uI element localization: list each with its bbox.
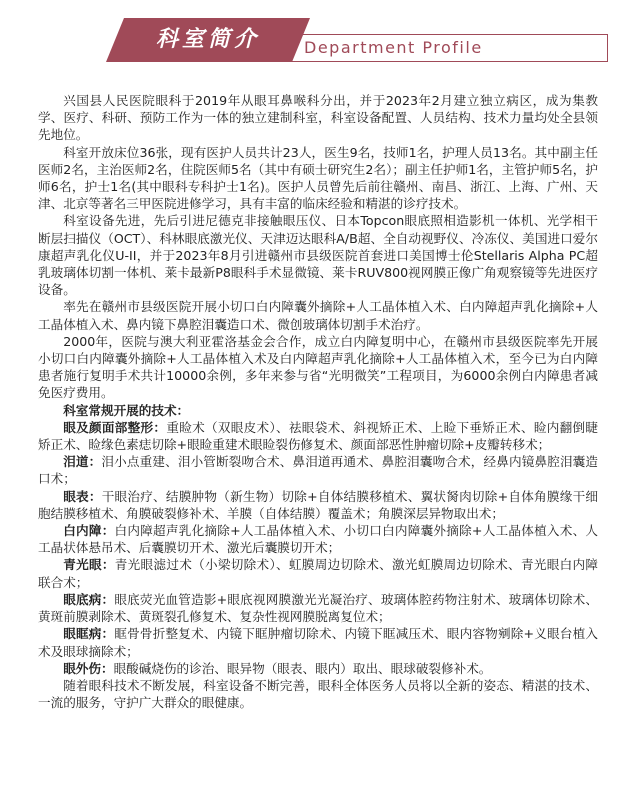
tech-item-orbit — [38, 625, 598, 659]
tech-item-plastic — [38, 419, 598, 453]
tech-item-text: 眼底荧光血管造影+眼底视网膜激光光凝治疗、玻璃体腔药物注射术、玻璃体切除术、黄斑前膜剥除术、黄斑裂孔修复术、复杂性视网膜脱离复位术； — [38, 591, 598, 625]
tech-item-label: 白内障： — [63, 523, 115, 539]
tech-item-text: 青光眼滤过术（小梁切除术）、虹膜周边切除术、激光虹膜周边切除术、青光眼白内障联合术； — [38, 557, 598, 590]
tech-item-text: 干眼治疗、结膜肿物（新生物）切除+自体结膜移植术、翼状胬肉切除+自体角膜缘干细胞结膜移植术、角膜破裂修补术、羊膜（自体结膜）覆盖术；角膜深层异物取出术； — [38, 488, 599, 521]
tech-item-label: 青光眼： — [63, 557, 115, 573]
tech-item-label: 泪道： — [63, 454, 102, 470]
tech-item-fundus — [38, 591, 598, 625]
profile-content — [38, 92, 598, 711]
tech-item-cataract — [38, 522, 598, 556]
tech-item-text: 泪小点重建、泪小管断裂吻合术、鼻泪道再通术、鼻腔泪囊吻合术，经鼻内镜鼻腔泪囊造口术； — [38, 454, 599, 487]
tech-item-label: 眼底病： — [63, 591, 115, 607]
intro-paragraph: 兴国县人民医院眼科于2019年从眼耳鼻喉科分出，并于2023年2月建立独立病区，成为集教学、医疗、科研、预防工作为一体的独立建制科室，科室设备配置、人员结构、技术力量均处全县领先地位。 — [38, 93, 598, 143]
tech-item-glaucoma — [38, 556, 598, 590]
english-title: Department Profile — [304, 38, 483, 57]
tech-item-trauma — [38, 660, 598, 677]
tech-item-ocular-surface — [38, 488, 598, 522]
page-title: 科室简介 — [155, 27, 260, 52]
tech-item-label: 眼眶病： — [63, 626, 115, 642]
tech-item-text: 重睑术（双眼皮术）、祛眼袋术、斜视矫正术、上睑下垂矫正术、睑内翻倒睫矫正术、睑缘色素痣切除+眼睑重建术眼睑裂伤修复术、颜面部恶性肿瘤切除+皮瓣转移术； — [38, 419, 598, 453]
tech-item-label: 眼表： — [63, 488, 102, 504]
closing-paragraph: 随着眼科技术不断发展，科室设备不断完善，眼科全体医务人员将以全新的姿态、精湛的技术、一流的服务，守护广大群众的眼健康。 — [38, 677, 598, 711]
cataract-center-paragraph: 2000年，医院与澳大利亚霍洛基金会合作，成立白内障复明中心，在赣州市县级医院率先开展小切口白内障囊外摘除+人工晶体植入术及白内障超声乳化摘除+人工晶体植入术，至今已为白内障患者施行复明手术共计10000余例，多年来参与省“光明微笑”工程项目，为6000余例白内障患者减免医疗费用。 — [38, 333, 598, 401]
pioneer-paragraph: 率先在赣州市县级医院开展小切口白内障囊外摘除+人工晶体植入术、白内障超声乳化摘除+人工晶体植入术、鼻内镜下鼻腔泪囊造口术、微创玻璃体切割手术治疗。 — [38, 299, 598, 332]
tech-item-text: 眶骨骨折整复术、内镜下眶肿瘤切除术、内镜下眶减压术、眼内容物剜除+义眼台植入术及眼球摘除术； — [38, 626, 598, 659]
tech-heading: 科室常规开展的技术： — [63, 402, 190, 418]
tech-item-text: 眼酸碱烧伤的诊治、眼异物（眼表、眼内）取出、眼球破裂修补术。 — [113, 660, 492, 676]
staff-paragraph: 科室开放床位36张，现有医护人员共计23人，医生9名，技师1名，护理人员13名。其中副主任医师2名，主治医师2名，住院医师5名（其中有硕士研究生2名）；副主任护师1名，主管护师5名，护师6名，护士1名(其中眼科专科护士1名)。医护人员曾先后前往赣州、南昌、浙江、上海、广州、天津、北京等著名三甲医院进修学习，具有丰富的临床经验和精湛的诊疗技术。 — [38, 144, 598, 212]
tech-item-label: 眼外伤： — [63, 660, 114, 676]
equipment-paragraph: 科室设备先进，先后引进尼德克非接触眼压仪、日本Topcon眼底照相造影机一体机、光学相干断层扫描仪（OCT）、科林眼底激光仪、天津迈达眼科A/B超、全自动视野仪、冷冻仪、美国进口爱尔康超声乳化仪U-II，并于2023年8月引进赣州市县级医院首套进口美国博士伦Stellaris Alpha PC超乳玻璃体切割一体机、莱卡最新P8眼科手术显微镜、莱卡RUV800视网膜正像广角观察镜等先进医疗设备。 — [38, 213, 598, 298]
tech-item-text: 白内障超声乳化摘除+人工晶体植入术、小切口白内障囊外摘除+人工晶体植入术、人工晶状体悬吊术、后囊膜切开术、激光后囊膜切开术； — [38, 523, 599, 556]
header — [0, 0, 619, 75]
tech-item-label: 眼及颜面部整形： — [63, 419, 167, 435]
tech-item-lacrimal — [38, 453, 598, 487]
